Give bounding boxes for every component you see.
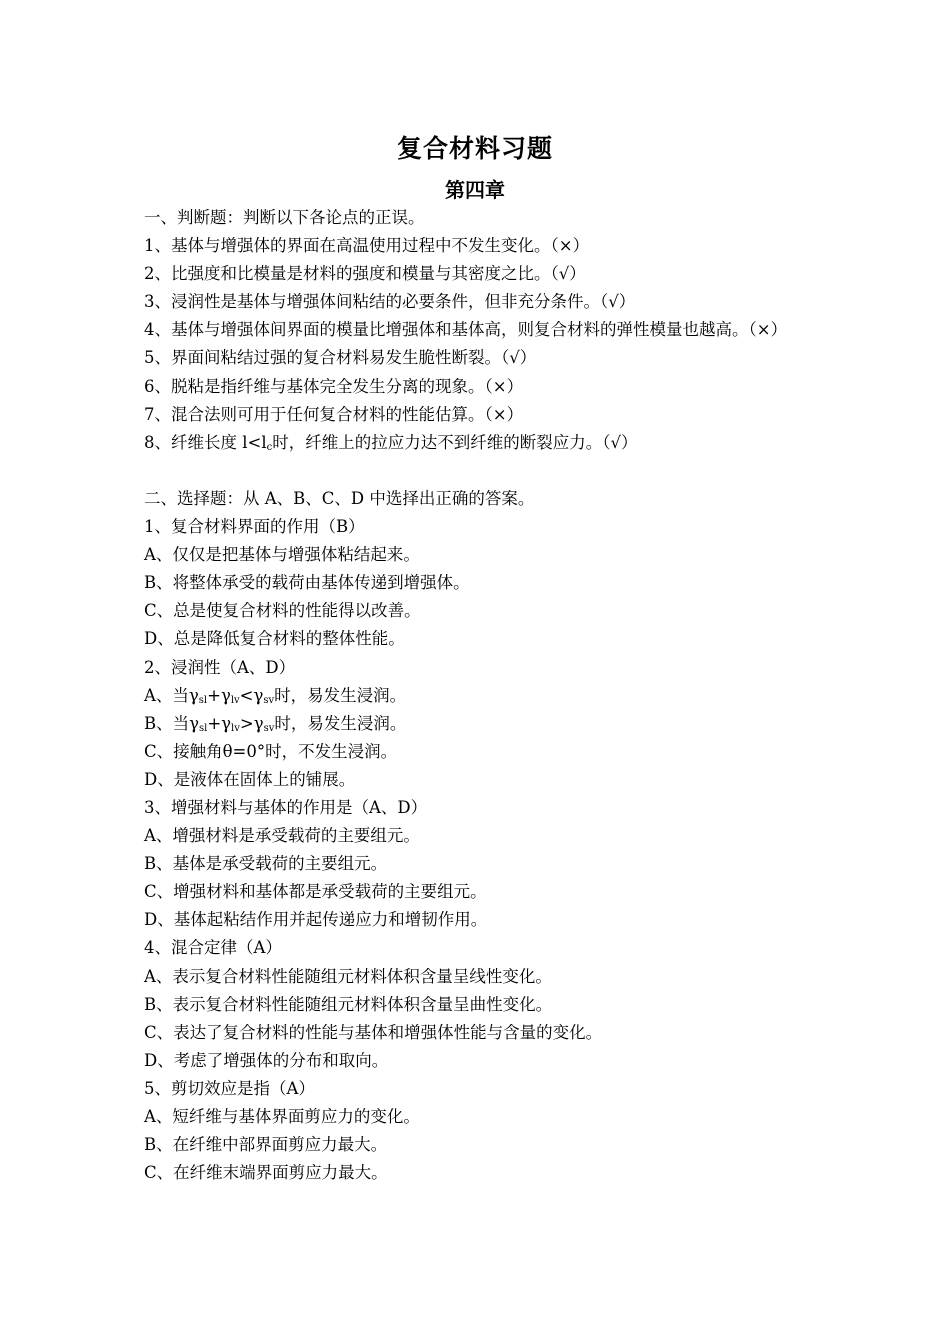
question-5: 5、剪切效应是指（A） bbox=[144, 1078, 315, 1098]
true-false-item-6: 6、脱粘是指纤维与基体完全发生分离的现象。（×） bbox=[144, 376, 524, 396]
question-2-option-c: C、接触角θ=0°时，不发生浸润。 bbox=[144, 741, 398, 761]
question-2-option-d: D、是液体在固体上的铺展。 bbox=[144, 769, 356, 789]
question-1-option-a: A、仅仅是把基体与增强体粘结起来。 bbox=[144, 545, 420, 565]
document-body bbox=[144, 204, 814, 1187]
section2-heading: 二、选择题：从 A、B、C、D 中选择出正确的答案。 bbox=[144, 488, 535, 508]
section1-heading: 一、判断题：判断以下各论点的正误。 bbox=[144, 208, 425, 227]
section-spacer bbox=[144, 457, 814, 485]
true-false-item-5: 5、界面间粘结过强的复合材料易发生脆性断裂。（√） bbox=[144, 348, 537, 368]
question-1: 1、复合材料界面的作用（B） bbox=[144, 517, 365, 537]
question-2-option-b: B、当$\gamma_{sl}+\gamma_{lv}>\gamma_{sv}$时，易发生浸润。 bbox=[144, 713, 407, 734]
question-3-option-b: B、基体是承受载荷的主要组元。 bbox=[144, 854, 388, 874]
true-false-item-8: 8、纤维长度 $l<l_c$时，纤维上的拉应力达不到纤维的断裂应力。（√） bbox=[144, 432, 638, 453]
question-4-option-c: C、表达了复合材料的性能与基体和增强体性能与含量的变化。 bbox=[144, 1022, 603, 1042]
true-false-item-7: 7、混合法则可用于任何复合材料的性能估算。（×） bbox=[144, 404, 524, 424]
question-3-option-d: D、基体起粘结作用并起传递应力和增韧作用。 bbox=[144, 910, 488, 930]
document-title: 复合材料习题 bbox=[396, 134, 553, 163]
question-3-option-c: C、增强材料和基体都是承受载荷的主要组元。 bbox=[144, 882, 487, 902]
true-false-item-1: 1、基体与增强体的界面在高温使用过程中不发生变化。（×） bbox=[144, 236, 590, 256]
true-false-item-4: 4、基体与增强体间界面的模量比增强体和基体高，则复合材料的弹性模量也越高。（×） bbox=[144, 320, 788, 340]
question-1-option-b: B、将整体承受的载荷由基体传递到增强体。 bbox=[144, 573, 470, 593]
chapter-heading: 第四章 bbox=[445, 178, 505, 202]
question-5-option-a: A、短纤维与基体界面剪应力的变化。 bbox=[144, 1107, 420, 1126]
question-1-option-c: C、总是使复合材料的性能得以改善。 bbox=[144, 601, 421, 621]
question-2: 2、浸润性（A、D） bbox=[144, 657, 296, 677]
question-3: 3、增强材料与基体的作用是（A、D） bbox=[144, 797, 428, 817]
question-5-option-c: C、在纤维末端界面剪应力最大。 bbox=[144, 1163, 388, 1183]
question-5-option-b: B、在纤维中部界面剪应力最大。 bbox=[144, 1135, 388, 1155]
question-2-option-a: A、当$\gamma_{sl}+\gamma_{lv}<\gamma_{sv}$时，易发生浸润。 bbox=[144, 685, 407, 706]
question-4-option-a: A、表示复合材料性能随组元材料体积含量呈线性变化。 bbox=[144, 966, 552, 986]
true-false-item-2: 2、比强度和比模量是材料的强度和模量与其密度之比。（√） bbox=[144, 264, 586, 284]
question-1-option-d: D、总是降低复合材料的整体性能。 bbox=[144, 629, 405, 649]
question-4-option-b: B、表示复合材料性能随组元材料体积含量呈曲性变化。 bbox=[144, 994, 553, 1014]
true-false-item-3: 3、浸润性是基体与增强体间粘结的必要条件，但非充分条件。（√） bbox=[144, 292, 636, 312]
question-3-option-a: A、增强材料是承受载荷的主要组元。 bbox=[144, 826, 420, 846]
question-4-option-d: D、考虑了增强体的分布和取向。 bbox=[144, 1050, 389, 1070]
question-4: 4、混合定律（A） bbox=[144, 938, 282, 958]
